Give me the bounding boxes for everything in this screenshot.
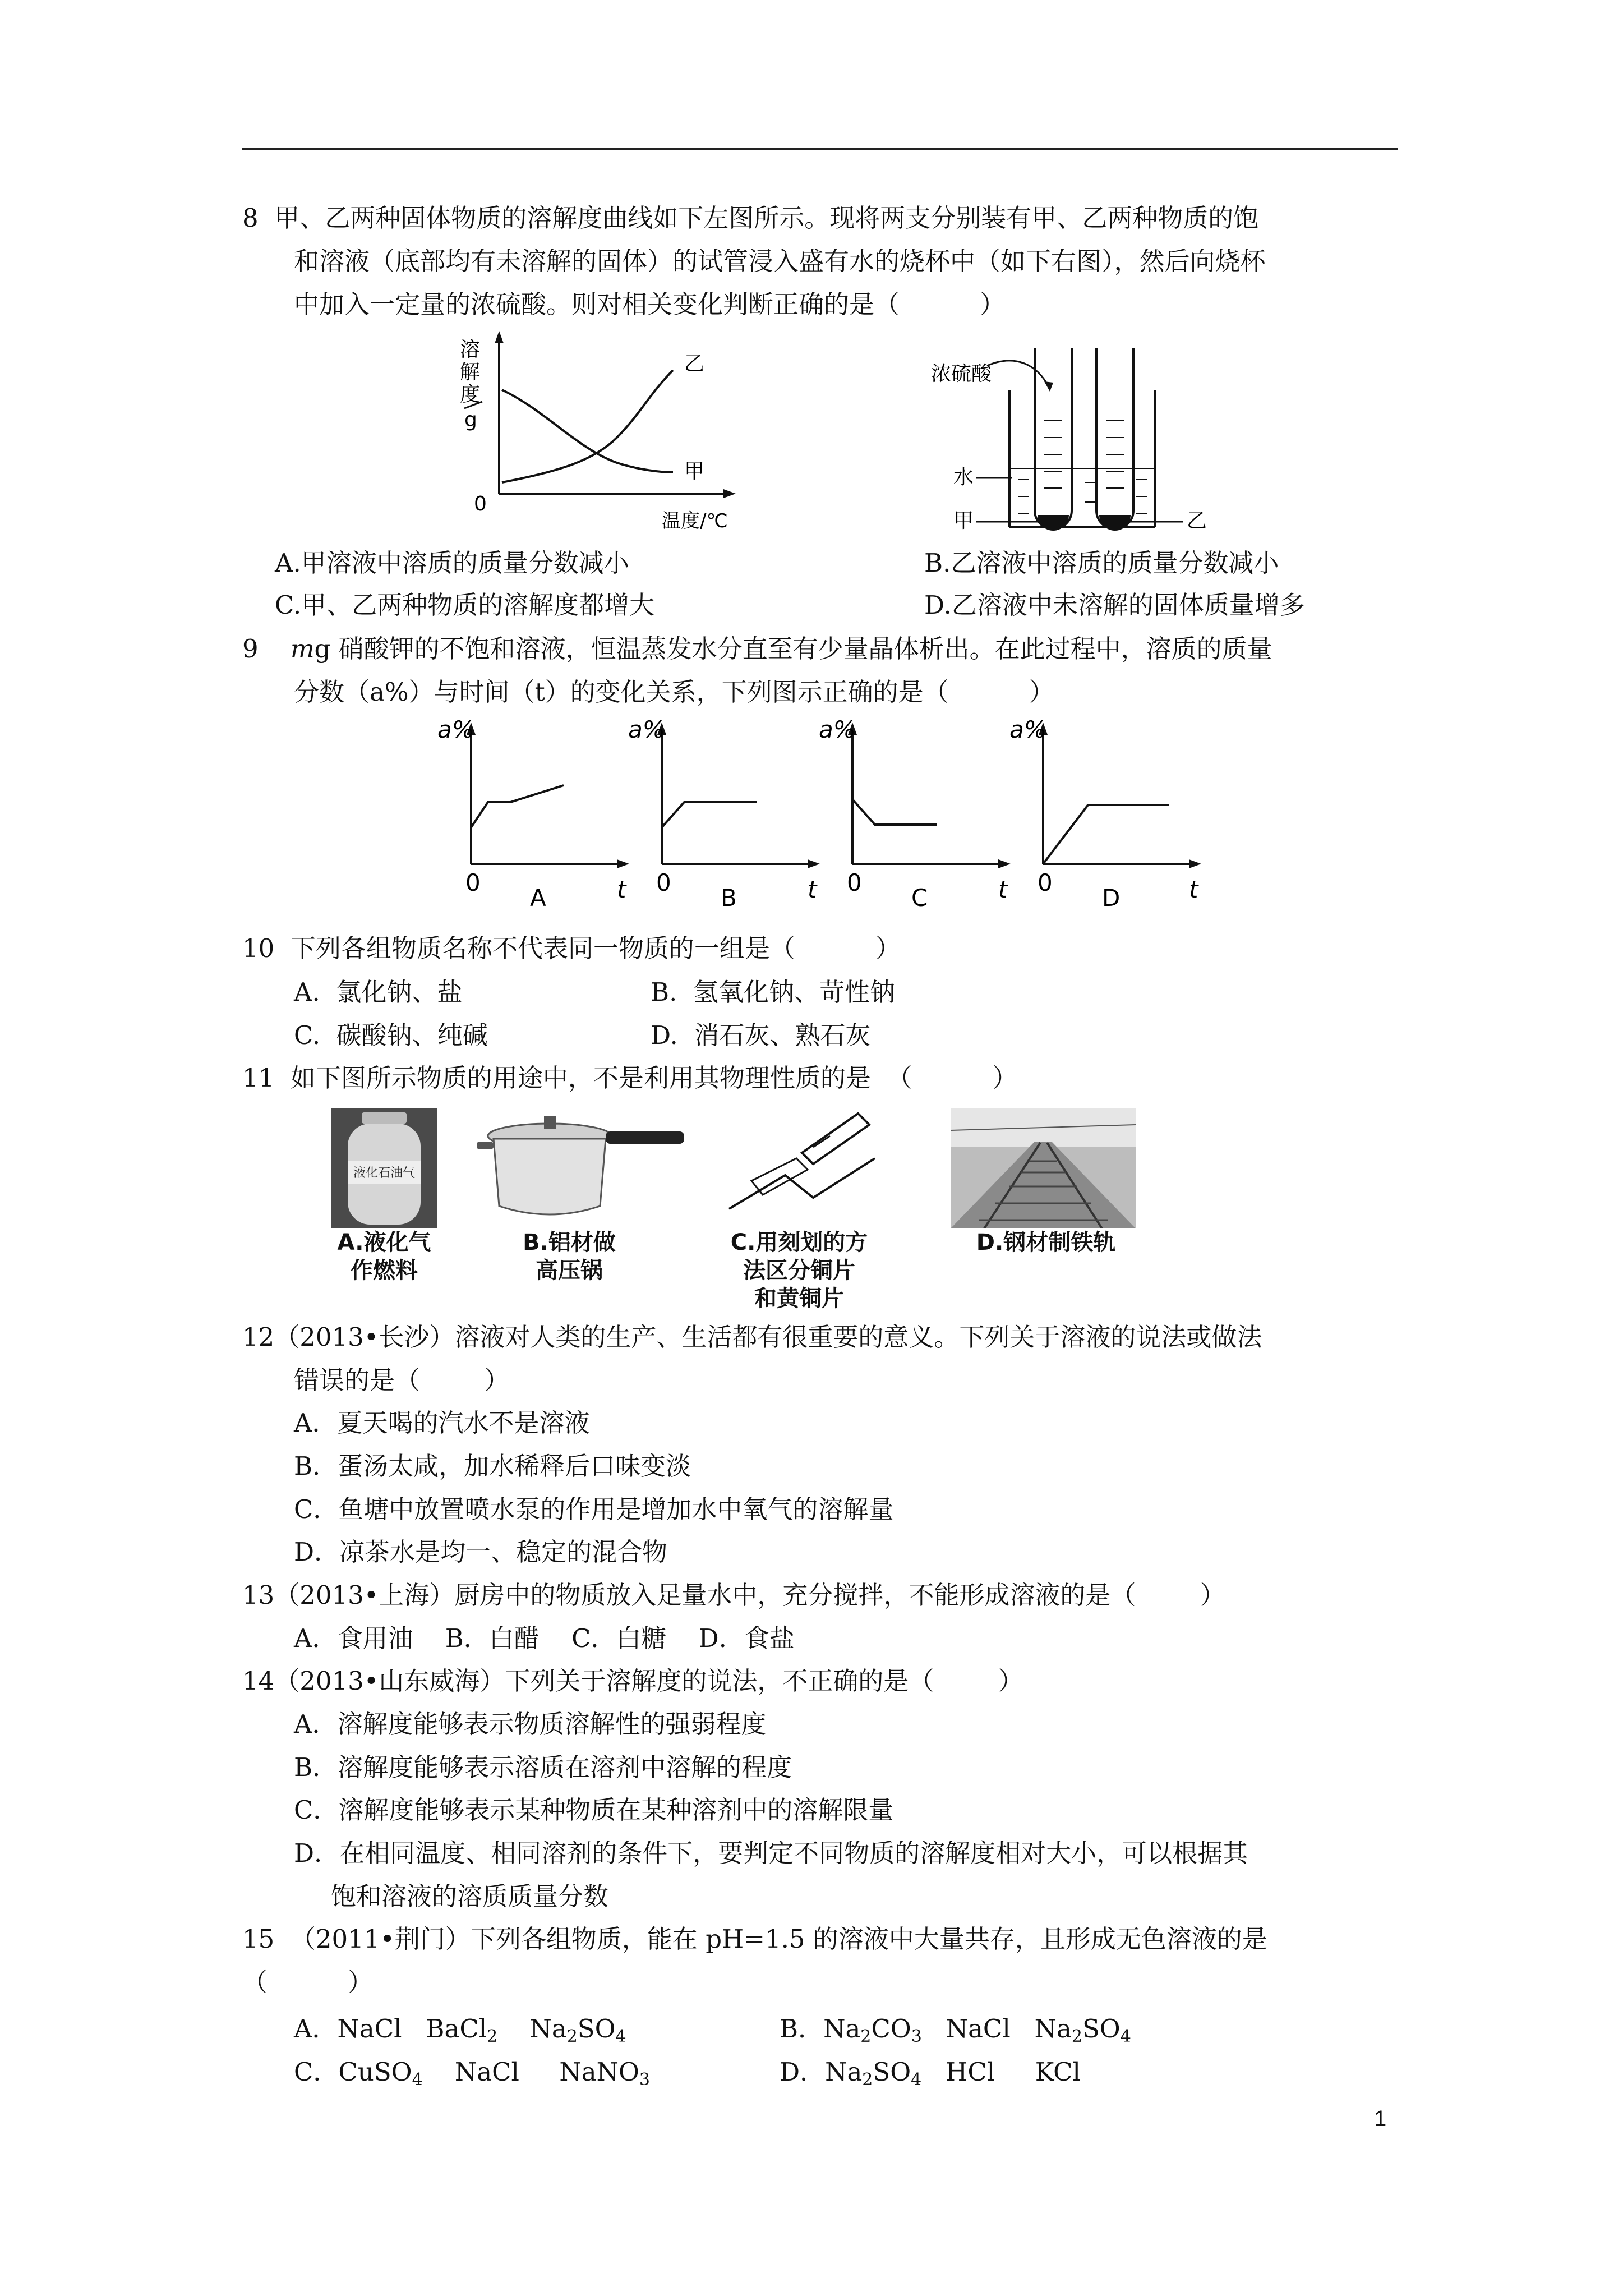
q15-option-d: D．$Na_2SO_4$ HCl KCl: [780, 2057, 1081, 2090]
svg-text:B: B: [721, 884, 737, 912]
q14-option-b: B．溶解度能够表示溶质在溶剂中溶解的程度: [294, 1752, 792, 1782]
q8-option-c: C.甲、乙两种物质的溶解度都增大: [275, 590, 655, 620]
q8-curve-yi: [502, 370, 673, 482]
q8-jia-label: 甲: [953, 509, 974, 532]
q8-acid-label: 浓硫酸: [931, 362, 992, 385]
q12-stem-line1: 12（2013•长沙）溶液对人类的生产、生活都有很重要的意义。下列关于溶液的说法或做法: [242, 1322, 1262, 1352]
q10-option-c: C. 碳酸钠、纯碱: [294, 1020, 488, 1050]
pressure-cooker-image: [477, 1108, 690, 1226]
q9-graph-a: [437, 716, 629, 912]
svg-text:C: C: [911, 884, 928, 912]
q8-label-jia: 甲: [684, 460, 705, 483]
q8-graph-y-unit: g: [464, 408, 477, 431]
q8-beaker-diagram: [920, 337, 1223, 550]
gas-cylinder-image: [331, 1108, 437, 1228]
gas-cylinder-label: 液化石油气: [353, 1166, 416, 1180]
svg-text:t: t: [1189, 876, 1198, 903]
q8-option-b: B.乙溶液中溶质的质量分数减小: [924, 548, 1279, 578]
svg-text:a%: a%: [819, 716, 856, 743]
q11-caption-a: A.液化气 作燃料: [337, 1230, 431, 1283]
q12-option-b: B．蛋汤太咸，加水稀释后口味变淡: [294, 1451, 691, 1481]
q9-graph-d: [1009, 716, 1201, 912]
svg-text:a%: a%: [628, 716, 665, 743]
q9-stem-line1: 9 mg 硝酸钾的不饱和溶液，恒温蒸发水分直至有少量晶体析出。在此过程中，溶质的质量: [242, 634, 1272, 664]
q15-stem-line1: 15 （2011•荆门）下列各组物质，能在 pH=1.5 的溶液中大量共存，且形成无色溶液的是: [242, 1924, 1267, 1954]
q12-stem-line2: 错误的是（ ）: [294, 1365, 510, 1395]
svg-text:a%: a%: [1009, 716, 1046, 743]
svg-text:0: 0: [465, 869, 481, 896]
q11-caption-c: C.用刻划的方 法区分铜片 和黄铜片: [730, 1230, 868, 1312]
q8-stem-line2: 和溶液（底部均有未溶解的固体）的试管浸入盛有水的烧杯中（如下右图），然后向烧杯: [294, 246, 1266, 276]
q8-graph-y-label-2: 解: [460, 361, 481, 384]
svg-text:D: D: [1102, 884, 1121, 912]
q8-solubility-graph: [449, 325, 774, 539]
q8-graph-origin: 0: [474, 493, 487, 516]
q11-caption-d: D.钢材制铁轨: [976, 1230, 1116, 1255]
q8-tube-yi: [1096, 348, 1133, 529]
svg-text:t: t: [617, 876, 626, 903]
q8-graph-y-label-3: 度: [460, 383, 481, 406]
q8-label-yi: 乙: [684, 352, 705, 375]
q10-option-b: B. 氢氧化钠、苛性钠: [651, 977, 895, 1007]
q14-option-d-line2: 饱和溶液的溶质质量分数: [331, 1881, 609, 1911]
svg-text:a%: a%: [437, 716, 474, 743]
q13-options: A．食用油 B．白醋 C．白糖 D．食盐: [294, 1623, 795, 1653]
q11-stem: 11 如下图所示物质的用途中，不是利用其物理性质的是 （ ）: [242, 1063, 1018, 1093]
q8-stem-line1: 8 甲、乙两种固体物质的溶解度曲线如下左图所示。现将两支分别装有甲、乙两种物质的饱: [242, 203, 1259, 233]
q15-option-a: A．NaCl BaCl$_2$ $Na_2SO_4$: [294, 2014, 626, 2046]
q15-stem-line2: （ ）: [242, 1967, 374, 1997]
q10-option-d: D. 消石灰、熟石灰: [651, 1020, 871, 1050]
svg-text:0: 0: [656, 869, 671, 896]
q9-graph-c: [819, 716, 1011, 912]
q8-option-a: A.甲溶液中溶质的质量分数减小: [275, 548, 629, 578]
q12-option-d: D．凉茶水是均一、稳定的混合物: [294, 1537, 668, 1567]
q9-stem-line2: 分数（a%）与时间（t）的变化关系，下列图示正确的是（ ）: [294, 677, 1054, 707]
q15-option-b: B．$Na_2CO_3$ NaCl $Na_2SO_4$: [780, 2014, 1131, 2046]
svg-text:t: t: [808, 876, 817, 903]
q10-stem: 10 下列各组物质名称不代表同一物质的一组是（ ）: [242, 933, 901, 963]
q9-graph-b: [628, 716, 820, 912]
q10-option-a: A. 氯化钠、盐: [294, 977, 463, 1007]
header-rule: [242, 148, 1398, 150]
q8-stem-line3: 中加入一定量的浓硫酸。则对相关变化判断正确的是（ ）: [294, 289, 1006, 319]
q8-graph-x-label: 温度/℃: [662, 510, 728, 532]
q12-option-a: A．夏天喝的汽水不是溶液: [294, 1408, 590, 1438]
q14-option-a: A．溶解度能够表示物质溶解性的强弱程度: [294, 1709, 767, 1739]
q15-option-c: C．CuSO$_4$ NaCl NaNO$_3$: [294, 2057, 651, 2090]
q11-caption-b: B.铝材做 高压锅: [523, 1230, 616, 1283]
q14-option-c: C．溶解度能够表示某种物质在某种溶剂中的溶解限量: [294, 1795, 894, 1825]
q13-stem: 13（2013•上海）厨房中的物质放入足量水中，充分搅拌，不能形成溶液的是（ ）: [242, 1580, 1225, 1610]
svg-text:A: A: [530, 884, 546, 912]
q9-graphs: [437, 712, 1223, 920]
q14-option-d-line1: D．在相同温度、相同溶剂的条件下，要判定不同物质的溶解度相对大小，可以根据其: [294, 1838, 1248, 1868]
q12-option-c: C．鱼塘中放置喷水泵的作用是增加水中氧气的溶解量: [294, 1494, 894, 1524]
scratch-test-image: [718, 1102, 886, 1226]
q8-water-label: 水: [953, 466, 974, 489]
q14-stem: 14（2013•山东威海）下列关于溶解度的说法，不正确的是（ ）: [242, 1666, 1023, 1696]
q8-yi-label: 乙: [1187, 509, 1207, 532]
q8-graph-y-label-1: 溶: [460, 338, 481, 361]
page-number: 1: [1374, 2106, 1387, 2131]
svg-text:0: 0: [847, 869, 862, 896]
svg-text:t: t: [998, 876, 1008, 903]
q8-option-d: D.乙溶液中未溶解的固体质量增多: [924, 590, 1305, 620]
railway-track-image: [951, 1108, 1136, 1228]
svg-text:0: 0: [1038, 869, 1053, 896]
